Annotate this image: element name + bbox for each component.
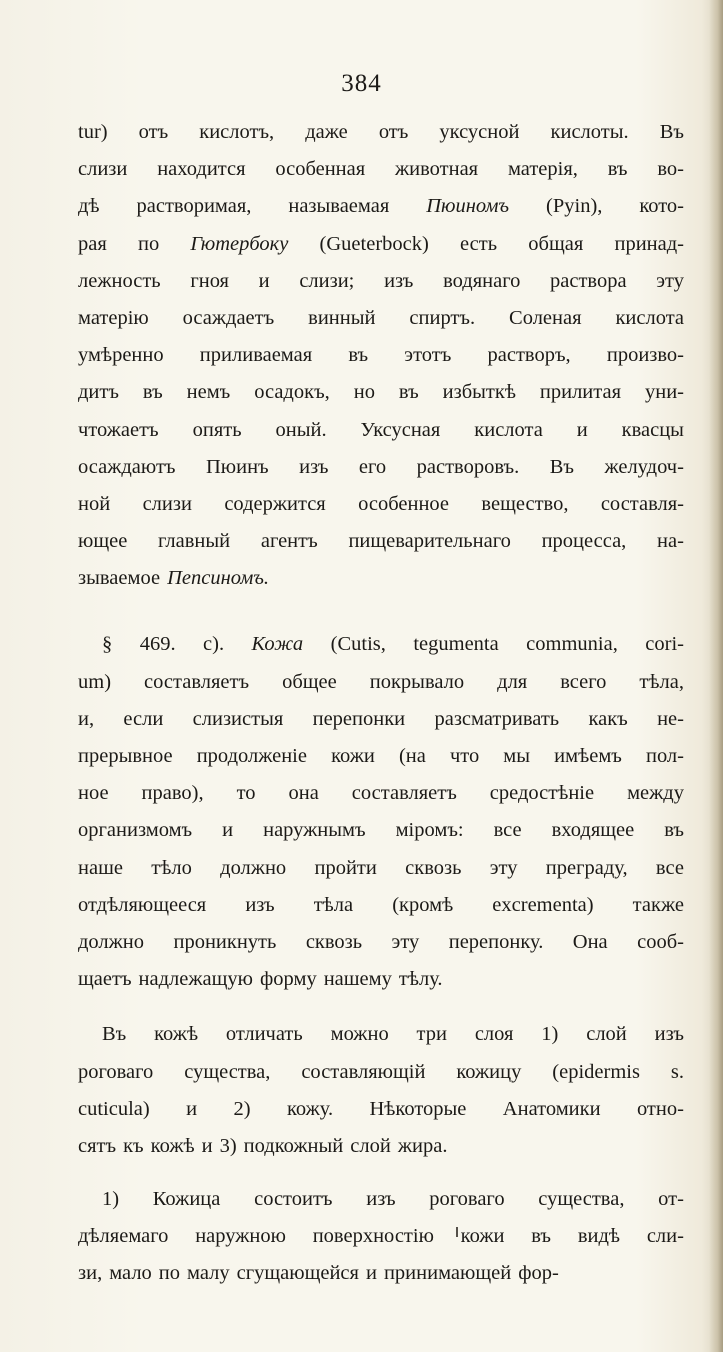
word: подкожный xyxy=(243,1134,344,1157)
word: есть xyxy=(460,232,498,255)
text-line xyxy=(78,887,684,924)
word: существа, xyxy=(538,1188,625,1211)
word: фор- xyxy=(518,1262,559,1285)
word: и xyxy=(365,1262,377,1285)
word: слизистыя xyxy=(192,707,284,730)
word: кислота xyxy=(615,306,684,329)
word: кожу. xyxy=(286,1097,334,1120)
word: его xyxy=(358,455,387,478)
word: слизи; xyxy=(299,269,355,292)
word: Пюинъ xyxy=(205,455,269,478)
word: роговаго xyxy=(78,1060,154,1083)
word: міромъ: xyxy=(395,819,464,842)
word: Въ xyxy=(102,1023,127,1046)
word: три xyxy=(416,1023,447,1046)
word: находится xyxy=(157,158,246,181)
word: растворовъ. xyxy=(416,455,520,478)
word: Кожа xyxy=(251,633,304,656)
word: изъ xyxy=(366,1188,396,1211)
word: можно xyxy=(330,1023,389,1046)
word: и xyxy=(222,819,234,842)
word: (на xyxy=(398,745,426,767)
word: все xyxy=(493,819,522,842)
word: по xyxy=(158,1262,181,1285)
word: состоитъ xyxy=(254,1188,333,1211)
word: tur) xyxy=(78,121,108,143)
word: должно xyxy=(220,856,287,879)
word: и, xyxy=(78,707,95,730)
paragraph-skin-layers xyxy=(78,1016,684,1165)
page-number: 384 xyxy=(341,70,382,97)
word: кожи xyxy=(331,745,375,767)
word: надлежащую xyxy=(138,968,253,991)
word: вещество, xyxy=(481,492,569,515)
word: составля- xyxy=(600,492,684,515)
word: зываемое xyxy=(78,567,161,590)
text-line xyxy=(78,775,684,812)
word: процесса, xyxy=(541,530,627,553)
paragraph-epidermis xyxy=(78,1181,684,1293)
word: tegumenta xyxy=(413,633,499,656)
text-line xyxy=(78,924,684,961)
word: животная xyxy=(395,158,479,181)
word: изъ xyxy=(299,455,329,478)
word: отъ xyxy=(378,121,409,143)
word: она xyxy=(288,782,319,805)
word: уксусной xyxy=(439,121,520,143)
word: сгущающейся xyxy=(236,1262,359,1285)
word: гноя xyxy=(190,269,229,292)
text-line xyxy=(78,961,684,998)
word: кото- xyxy=(639,195,684,218)
word: изъ xyxy=(654,1023,684,1046)
word: s. xyxy=(670,1060,684,1083)
word: раствора xyxy=(550,269,627,292)
word: щаетъ xyxy=(78,968,132,991)
word: какъ xyxy=(588,707,628,730)
word: сквозь xyxy=(405,856,462,879)
paragraph-skin-469 xyxy=(78,626,684,998)
word: эту xyxy=(489,856,518,879)
word: къ xyxy=(123,1134,144,1157)
word: дѣ xyxy=(78,195,100,218)
word: Она xyxy=(572,930,608,953)
text-line xyxy=(78,263,684,300)
word: спиртъ. xyxy=(409,306,476,329)
word: дѣляемаго xyxy=(78,1225,169,1248)
word: § xyxy=(102,633,113,656)
word: существа, xyxy=(184,1060,271,1083)
word: имѣемъ xyxy=(554,745,622,767)
word: прилитая xyxy=(539,381,622,404)
word: от- xyxy=(658,1188,684,1211)
word: тѣлу. xyxy=(398,968,443,991)
word: особенное xyxy=(358,492,450,515)
word: слизи xyxy=(142,492,192,515)
word: и xyxy=(201,1134,213,1157)
text-line xyxy=(78,523,684,560)
word: сквозь xyxy=(305,930,363,953)
word: не- xyxy=(657,707,684,730)
word: кислотъ, xyxy=(199,121,275,143)
word: слой xyxy=(586,1023,627,1046)
word: эту xyxy=(391,930,420,953)
word: 2) xyxy=(233,1097,251,1120)
text-line xyxy=(78,1181,684,1218)
text-line xyxy=(78,486,684,523)
word: пол- xyxy=(645,745,684,767)
word: с). xyxy=(203,633,225,656)
word: винный xyxy=(308,306,376,329)
word: роговаго xyxy=(429,1188,505,1211)
text-line xyxy=(78,151,684,188)
word: пищеварительнаго xyxy=(348,530,511,553)
word: ной xyxy=(78,492,111,515)
word: что xyxy=(449,745,480,767)
word: осаждаетъ xyxy=(182,306,275,329)
word: слизи xyxy=(78,158,128,181)
text-line xyxy=(78,374,684,411)
word: кислота xyxy=(474,418,543,441)
word: communia, xyxy=(526,633,618,656)
word: общая xyxy=(528,232,584,255)
word: все xyxy=(655,856,684,879)
word: матерію xyxy=(78,306,149,329)
word: дитъ xyxy=(78,381,119,404)
word: агентъ xyxy=(260,530,318,553)
word: средостѣніе xyxy=(489,782,595,805)
word: ное xyxy=(78,782,109,805)
word: умѣренно xyxy=(78,344,164,367)
word: избыткѣ xyxy=(442,381,516,404)
word: прерывное xyxy=(78,745,173,767)
text-line xyxy=(78,701,684,738)
word: то xyxy=(236,782,256,805)
word: по xyxy=(137,232,160,255)
word: cori- xyxy=(645,633,684,656)
text-line xyxy=(78,449,684,486)
word: мы xyxy=(503,745,531,767)
word: оный. xyxy=(275,418,327,441)
word: кожѣ xyxy=(154,1023,199,1046)
word: наружною xyxy=(195,1225,286,1248)
word: тѣла xyxy=(313,893,354,916)
word: (Cutis, xyxy=(330,633,386,656)
word: (кромѣ xyxy=(392,893,454,916)
word: и xyxy=(186,1097,198,1120)
word: Уксусная xyxy=(360,418,441,441)
text-line xyxy=(78,337,684,374)
word: отъ xyxy=(138,121,169,143)
word: главный xyxy=(158,530,231,553)
word: сятъ xyxy=(78,1134,117,1157)
word: отдѣляющееся xyxy=(78,893,207,916)
word: сли- xyxy=(646,1225,684,1248)
word: Анатомики xyxy=(502,1097,601,1120)
word: организмомъ xyxy=(78,819,193,842)
word: всего xyxy=(560,670,607,693)
word: въ xyxy=(531,1225,552,1248)
word: перепонки xyxy=(312,707,406,730)
word: Въ xyxy=(659,121,684,143)
word: квасцы xyxy=(621,418,684,441)
word: водянаго xyxy=(443,269,521,292)
word: наше xyxy=(78,856,123,879)
word: Соленая xyxy=(509,306,582,329)
word: входящее xyxy=(551,819,635,842)
text-line xyxy=(78,626,684,663)
word: малу xyxy=(187,1262,230,1285)
word: въ xyxy=(664,819,684,842)
word: въ xyxy=(142,381,163,404)
text-line xyxy=(78,412,684,449)
text-line xyxy=(78,1128,684,1165)
word: лежность xyxy=(78,269,161,292)
word: тѣла, xyxy=(639,670,684,693)
word: между xyxy=(627,782,684,805)
word: общее xyxy=(282,670,337,693)
word: въ xyxy=(398,381,419,404)
word: эту xyxy=(656,269,684,292)
word: 1) xyxy=(541,1023,559,1046)
word: осаждаютъ xyxy=(78,455,176,478)
word: немъ xyxy=(186,381,231,404)
text-line xyxy=(78,1255,684,1292)
word: кожи xyxy=(460,1225,505,1248)
word: принимающей xyxy=(383,1262,512,1285)
word: зи, xyxy=(78,1262,103,1285)
word: составляющій xyxy=(301,1060,426,1083)
word: матерія, xyxy=(507,158,578,181)
word: растворъ, xyxy=(487,344,571,367)
word: рая xyxy=(78,232,107,255)
text-line xyxy=(78,300,684,337)
text-line xyxy=(78,188,684,225)
word: ющее xyxy=(78,530,128,553)
page-body xyxy=(78,114,684,1293)
word: Пюиномъ xyxy=(426,195,510,218)
word: содержится xyxy=(224,492,326,515)
word: отно- xyxy=(636,1097,684,1120)
word: excrementa) xyxy=(492,893,594,916)
text-line xyxy=(78,226,684,263)
word: принад- xyxy=(614,232,684,255)
word: пройти xyxy=(314,856,377,879)
word: 3) xyxy=(219,1134,237,1157)
word: продолженіе xyxy=(196,745,307,767)
word: опять xyxy=(192,418,242,441)
word: для xyxy=(497,670,528,693)
paragraph-mucus xyxy=(78,114,684,597)
word: видѣ xyxy=(577,1225,621,1248)
word: составляетъ xyxy=(351,782,457,805)
word: Пепсиномъ. xyxy=(167,567,270,590)
word: этотъ xyxy=(404,344,452,367)
word: cuticula) xyxy=(78,1097,150,1120)
word: проникнуть xyxy=(173,930,277,953)
word: поверхностію xyxy=(312,1225,434,1248)
text-line xyxy=(78,1054,684,1091)
word: уни- xyxy=(644,381,684,404)
text-line xyxy=(78,664,684,701)
word: Кожица xyxy=(152,1188,221,1211)
word: (Guеterbock) xyxy=(319,232,429,255)
word: нашему xyxy=(323,968,392,991)
word: на- xyxy=(657,530,684,553)
word: но xyxy=(353,381,375,404)
word: называемая xyxy=(288,195,390,218)
word: особенная xyxy=(275,158,366,181)
word: въ xyxy=(348,344,369,367)
word: жира. xyxy=(397,1134,448,1157)
word: во- xyxy=(657,158,684,181)
word: кислоты. xyxy=(550,121,629,143)
text-line xyxy=(78,1091,684,1128)
word: кожѣ xyxy=(150,1134,195,1157)
text-line xyxy=(78,560,684,597)
word: отличать xyxy=(225,1023,303,1046)
word: право), xyxy=(141,782,204,805)
word: um) xyxy=(78,670,112,693)
word: наружнымъ xyxy=(263,819,366,842)
text-line xyxy=(78,738,684,775)
word: перепонку. xyxy=(448,930,544,953)
ink-speck xyxy=(456,1227,458,1237)
word: слоя xyxy=(474,1023,514,1046)
word: (Pyin), xyxy=(546,195,603,218)
word: и xyxy=(576,418,588,441)
word: покрывало xyxy=(369,670,465,693)
word: чтожаетъ xyxy=(78,418,159,441)
word: и xyxy=(258,269,270,292)
word: тѣло xyxy=(151,856,192,879)
word: даже xyxy=(305,121,348,143)
word: Въ xyxy=(549,455,574,478)
word: Гютербоку xyxy=(190,232,289,255)
word: Нѣкоторые xyxy=(369,1097,467,1120)
word: также xyxy=(632,893,684,916)
word: преграду, xyxy=(545,856,628,879)
word: разсматривать xyxy=(434,707,560,730)
word: изъ xyxy=(245,893,275,916)
text-line xyxy=(78,850,684,887)
word: желудоч- xyxy=(604,455,684,478)
word: должно xyxy=(78,930,145,953)
word: если xyxy=(123,707,164,730)
text-line xyxy=(78,1218,684,1255)
word: кожицу xyxy=(456,1060,522,1083)
word: въ xyxy=(607,158,628,181)
word: мало xyxy=(109,1262,152,1285)
word: 1) xyxy=(102,1188,120,1211)
text-line xyxy=(78,812,684,849)
page-edge-shadow xyxy=(709,0,723,1352)
word: сооб- xyxy=(637,930,684,953)
word: 469. xyxy=(139,633,176,656)
word: изъ xyxy=(384,269,414,292)
word: произво- xyxy=(606,344,684,367)
word: составляетъ xyxy=(144,670,250,693)
word: слой xyxy=(350,1134,391,1157)
word: (epidermis xyxy=(552,1060,640,1083)
word: форму xyxy=(260,968,317,991)
text-line xyxy=(78,1016,684,1053)
word: растворимая, xyxy=(136,195,252,218)
text-line xyxy=(78,114,684,151)
word: осадокъ, xyxy=(254,381,330,404)
word: приливаемая xyxy=(199,344,313,367)
